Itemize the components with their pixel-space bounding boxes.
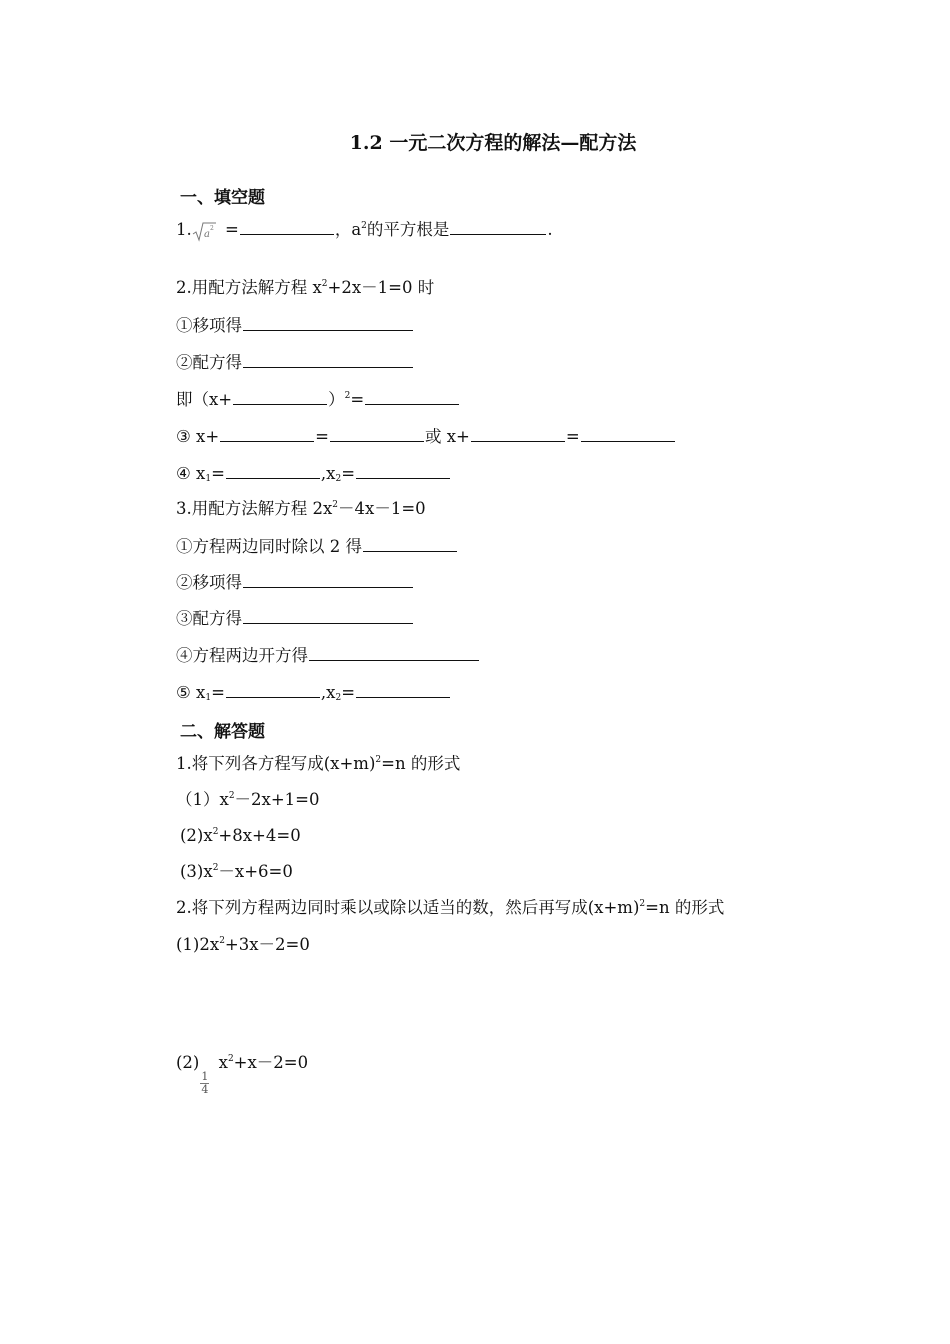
- answer-blank[interactable]: [243, 314, 413, 331]
- section-heading-fill-blank: 一、填空题: [180, 188, 265, 208]
- answer-blank[interactable]: [356, 681, 450, 698]
- page-title: 1.2 一元二次方程的解法—配方法: [349, 132, 637, 154]
- question-1-1: 1. a 2 = ，$a^2$的平方根是 .: [176, 220, 553, 240]
- answer-blank[interactable]: [243, 571, 413, 588]
- answer-blank[interactable]: [363, 535, 457, 552]
- answer-blank[interactable]: [581, 425, 675, 442]
- answer-blank[interactable]: [365, 388, 459, 405]
- question-1-2-step4: ④ $x_1= ,x_2=$: [176, 462, 451, 485]
- question-2-2-part2: (2) $\frac{1}{4}$ $x^2+x-2=0$: [176, 1053, 309, 1096]
- section-heading-answer: 二、解答题: [180, 722, 265, 742]
- question-1-3-step4: ④方程两边开方得: [176, 644, 480, 667]
- answer-blank[interactable]: [309, 644, 479, 661]
- svg-text:2: 2: [209, 225, 214, 232]
- answer-blank[interactable]: [471, 425, 565, 442]
- answer-blank[interactable]: [226, 681, 320, 698]
- answer-blank[interactable]: [220, 425, 314, 442]
- answer-blank[interactable]: [233, 388, 327, 405]
- question-2-1-part1: $(1)x^2-2x+1=0$: [176, 790, 320, 809]
- question-1-2-intro: 2.用配方法解方程 $x^2+2x-1=0$ 时: [176, 278, 435, 297]
- question-1-3-intro: 3.用配方法解方程 $2x^2-4x-1=0$: [176, 499, 426, 518]
- question-2-1-part3: $(3)x^2-x+6=0$: [180, 862, 293, 881]
- answer-blank[interactable]: [243, 607, 413, 624]
- answer-blank[interactable]: [240, 218, 334, 235]
- question-1-3-step3: ③配方得: [176, 607, 414, 630]
- question-1-3-step1: ①方程两边同时除以 2 得: [176, 535, 458, 558]
- question-1-2-step2: ②配方得: [176, 351, 414, 374]
- question-1-2-step2b: 即$(x+ )^2=$: [176, 388, 460, 411]
- answer-blank[interactable]: [330, 425, 424, 442]
- question-1-2-step1: ①移项得: [176, 314, 414, 337]
- svg-text:a: a: [203, 229, 210, 240]
- question-1-3-step5: ⑤ $x_1= ,x_2=$: [176, 681, 451, 704]
- question-1-2-step3: ③ x+ = 或 x+ =: [176, 425, 676, 448]
- question-2-1-intro: 1.将下列各方程写成$(x+m)^2=n$ 的形式: [176, 754, 461, 773]
- fraction: $\frac{1}{4}$: [201, 1070, 209, 1096]
- answer-blank[interactable]: [226, 462, 320, 479]
- question-2-2-intro: 2.将下列方程两边同时乘以或除以适当的数，然后再写成$(x+m)^2=n$ 的形式: [176, 898, 725, 917]
- question-2-2-part1: $(1)2x^2+3x-2=0$: [176, 935, 310, 954]
- answer-blank[interactable]: [356, 462, 450, 479]
- question-2-1-part2: $(2)x^2+8x+4=0$: [180, 826, 301, 845]
- answer-blank[interactable]: [450, 218, 546, 235]
- answer-blank[interactable]: [243, 351, 413, 368]
- sqrt-symbol: [192, 221, 216, 241]
- question-1-3-step2: ②移项得: [176, 571, 414, 594]
